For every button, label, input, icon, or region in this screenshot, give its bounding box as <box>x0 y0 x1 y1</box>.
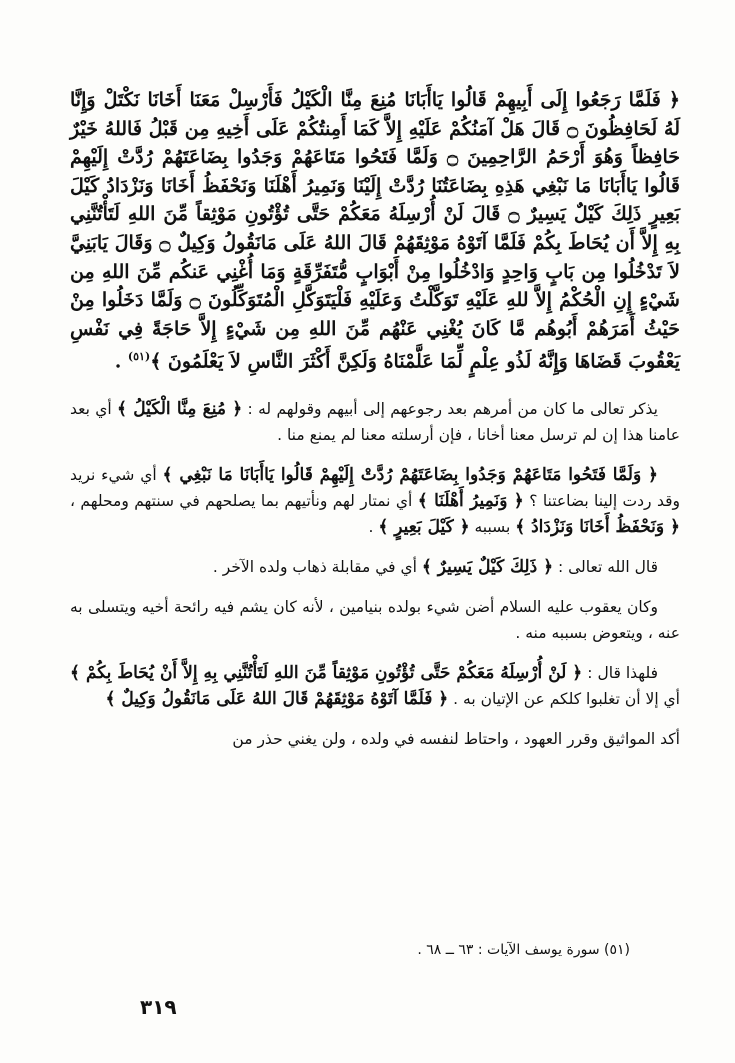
text-segment: أي شيء نريد وقد ردت إلينا بضاعتنا ؟ <box>70 466 680 511</box>
quran-verse-block <box>70 86 680 376</box>
footnote: (٥١) سورة يوسف الآيات : ٦٣ ــ ٦٨ . <box>417 942 630 958</box>
footnote-ref: (٥١) <box>127 350 151 364</box>
paragraph-3 <box>70 554 680 580</box>
verse-quote: ﴿ فَلَمَّا آتَوْهُ مَوْثِقَهُمْ قَالَ اللهُ عَلَى مَانَقُولُ وَكِيلٌ ﴾ <box>105 689 449 710</box>
paragraph-1 <box>70 396 680 448</box>
page-number: ٣١٩ <box>140 995 177 1019</box>
text-segment: أي في مقابلة ذهاب ولده الآخر . <box>212 558 422 577</box>
text-segment: بسببه <box>469 518 516 537</box>
verse-quote: ﴿ وَلَمَّا فَتَحُوا مَتَاعَهُمْ وَجَدُوا بِضَاعَتَهُمْ رُدَّتْ إِلَيْهِمْ قَالُوا يَاأَبَانَا مَا نَبْغِي ﴾ <box>162 465 658 486</box>
text-segment: أي بعد عامنا هذا إن لم ترسل معنا أخانا ، فإن أرسلته معنا لم يمنع منا . <box>70 400 680 445</box>
paragraph-4: وكان يعقوب عليه السلام أضن شيء بولده بنيامين ، لأنه كان يشم فيه رائحة أخيه ويتسلى به عنه ، ويتعوض بسببه منه . <box>70 598 680 643</box>
verse-quote: ﴿ مُنِعَ مِنَّا الْكَيْلُ ﴾ <box>117 399 243 420</box>
text-segment: أي نمتار لهم ونأتيهم بما يصلحهم في سنتهم ومحلهم ، <box>70 492 418 511</box>
paragraph-6: أكد المواثيق وقرر العهود ، واحتاط لنفسه في ولده ، ولن يغني حذر من <box>232 730 680 749</box>
verse-quote: ﴿ وَنَحْفَظُ أَخَانَا وَنَزْدَادُ ﴾ <box>515 517 680 538</box>
paragraph-2 <box>70 462 680 540</box>
verse-quote: ﴿ لَنْ أُرْسِلَهُ مَعَكُمْ حَتَّى تُؤْتُونِ مَوْثِقاً مِّنَ اللهِ لَتَأْتُنَّنِي بِهِ إِلاَّ أَنْ يُحَاطَ بِكُمْ ﴾ <box>70 663 583 684</box>
text-segment: قال الله تعالى : <box>553 558 658 577</box>
page-body <box>70 86 680 766</box>
verse-quote: ﴿ كَيْلَ بَعِيرٍ ﴾ <box>378 517 470 538</box>
commentary <box>70 396 680 752</box>
verse-text: ﴿ فَلَمَّا رَجَعُوا إِلَى أَبِيهِمْ قَالُوا يَاأَبَانَا مُنِعَ مِنَّا الْكَيْلُ فَأَرْسِلْ مَعَنَا أَخَانَا نَكْتَلْ وَإِنَّا لَهُ لَحَافِظُونَ ۝ قَالَ هَلْ آمَنُكُمْ عَلَيْهِ إِلاَّ كَمَا أَمِنتُكُمْ عَلَى أَخِيهِ مِن قَبْلُ فَاللهُ خَيْرٌ حَافِظاً وَهُوَ أَرْحَمُ الرَّاحِمِينَ ۝ وَلَمَّا فَتَحُوا مَتَاعَهُمْ وَجَدُوا بِضَاعَتَهُمْ رُدَّتْ إِلَيْهِمْ قَالُوا يَاأَبَانَا مَا نَبْغِي هَذِهِ بِضَاعَتُنَا رُدَّتْ إِلَيْنَا وَنَمِيرُ أَهْلَنَا وَنَحْفَظُ أَخَانَا وَنَزْدَادُ كَيْلَ بَعِيرٍ ذَلِكَ كَيْلٌ يَسِيرٌ ۝ قَالَ لَنْ أُرْسِلَهُ مَعَكُمْ حَتَّى تُؤْتُونِ مَوْثِقاً مِّنَ اللهِ لَتَأْتُنَّنِي بِهِ إِلاَّ أَن يُحَاطَ بِكُمْ فَلَمَّا آتَوْهُ مَوْثِقَهُمْ قَالَ اللهُ عَلَى مَانَقُولُ وَكِيلٌ ۝ وَقَالَ يَابَنِيَّ لاَ تَدْخُلُوا مِن بَابٍ وَاحِدٍ وَادْخُلُوا مِنْ أَبْوَابٍ مُّتَفَرِّقَةٍ وَمَا أُغْنِي عَنكُم مِّنَ اللهِ مِن شَيْءٍ إِنِ الْحُكْمُ إِلاَّ للهِ عَلَيْهِ تَوَكَّلْتُ وَعَلَيْهِ فَلْيَتَوَكَّلِ الْمُتَوَكِّلُونَ ۝ وَلَمَّا دَخَلُوا مِنْ حَيْثُ أَمَرَهُمْ أَبُوهُم مَّا كَانَ يُغْنِي عَنْهُم مِّنَ اللهِ مِن شَيْءٍ إِلاَّ حَاجَةً فِي نَفْسِ يَعْقُوبَ قَضَاهَا وَإِنَّهُ لَذُو عِلْمٍ لِّمَا عَلَّمْنَاهُ وَلَكِنَّ أَكْثَرَ النَّاسِ لاَ يَعْلَمُونَ ﴾ <box>70 89 681 373</box>
text-segment: فلهذا قال : <box>582 664 658 683</box>
text-segment: . <box>368 518 379 537</box>
verse-end: . <box>114 350 128 373</box>
text-segment: أي إلا أن تغلبوا كلكم عن الإتيان به . <box>448 690 680 709</box>
text-segment: يذكر تعالى ما كان من أمرهم بعد رجوعهم إلى أبيهم وقولهم له : <box>242 400 658 419</box>
verse-quote: ﴿ وَنَمِيرُ أَهْلَنَا ﴾ <box>417 491 524 512</box>
verse-quote: ﴿ ذَلِكَ كَيْلٌ يَسِيرٌ ﴾ <box>421 557 554 578</box>
paragraph-5 <box>70 660 680 712</box>
